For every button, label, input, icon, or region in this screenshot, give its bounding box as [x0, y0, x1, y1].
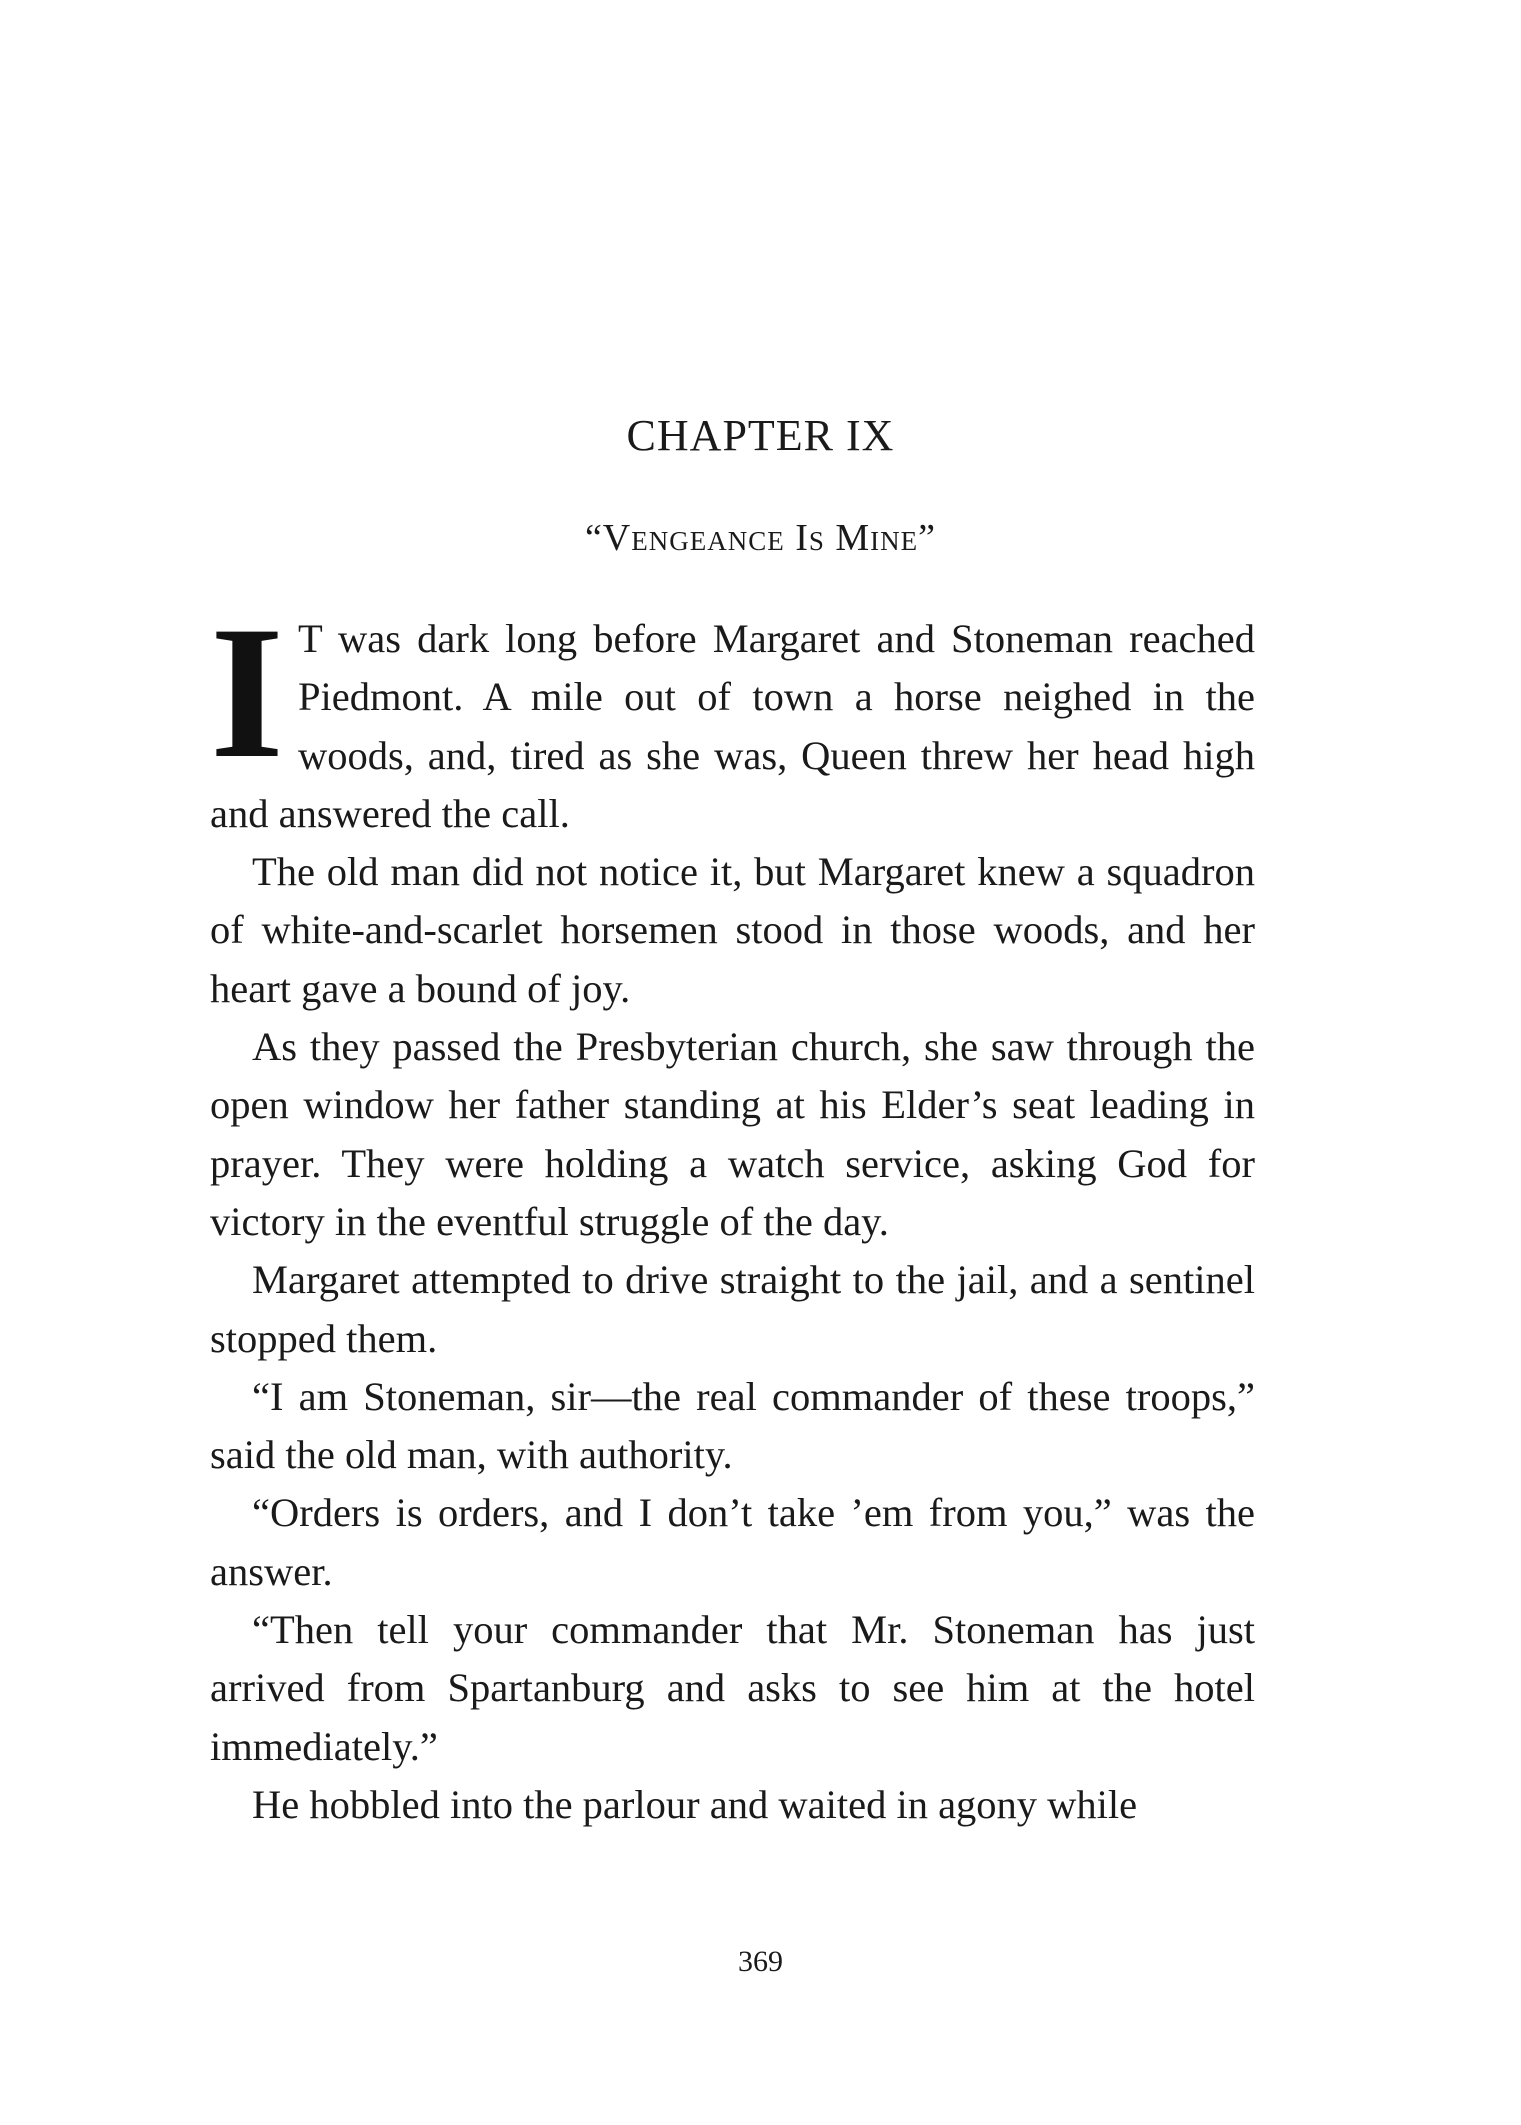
paragraph-1-text: T was dark long before Margaret and Stoneman reached Piedmont. A mile out of town a horse neighed in the woods, and, tired as she was, Queen threw her head high and answered the call. — [210, 616, 1255, 836]
chapter-body — [210, 588, 1255, 1834]
paragraph-1 — [210, 588, 1255, 843]
drop-cap-initial: I — [210, 588, 284, 798]
paragraph-8: He hobbled into the parlour and waited in agony while — [252, 1781, 1138, 1827]
paragraph-5: “I am Stoneman, sir—the real commander of these troops,” said the old man, with authority. — [210, 1373, 1255, 1478]
chapter-number: CHAPTER IX — [626, 411, 895, 460]
paragraph-4: Margaret attempted to drive straight to the jail, and a sentinel stopped them. — [210, 1257, 1255, 1361]
paragraph-3: As they passed the Presbyterian church, she saw through the open window her father standing at his Elder’s seat leading in prayer. They were holding a watch service, asking God for victory in the eventful struggle of the day. — [210, 1024, 1255, 1244]
paragraph-7: “Then tell your commander that Mr. Stoneman has just arrived from Spartanburg and asks to see him at the hotel immediately.” — [210, 1607, 1255, 1769]
paragraph-6: “Orders is orders, and I don’t take ’em from you,” was the answer. — [210, 1490, 1255, 1594]
chapter-title: “Vengeance Is Mine” — [584, 517, 937, 559]
paragraph-2: The old man did not notice it, but Margaret knew a squadron of white-and-scarlet horsemen stood in those woods, and her heart gave a bound of joy. — [210, 849, 1255, 1011]
page-number: 369 — [738, 1945, 783, 1978]
